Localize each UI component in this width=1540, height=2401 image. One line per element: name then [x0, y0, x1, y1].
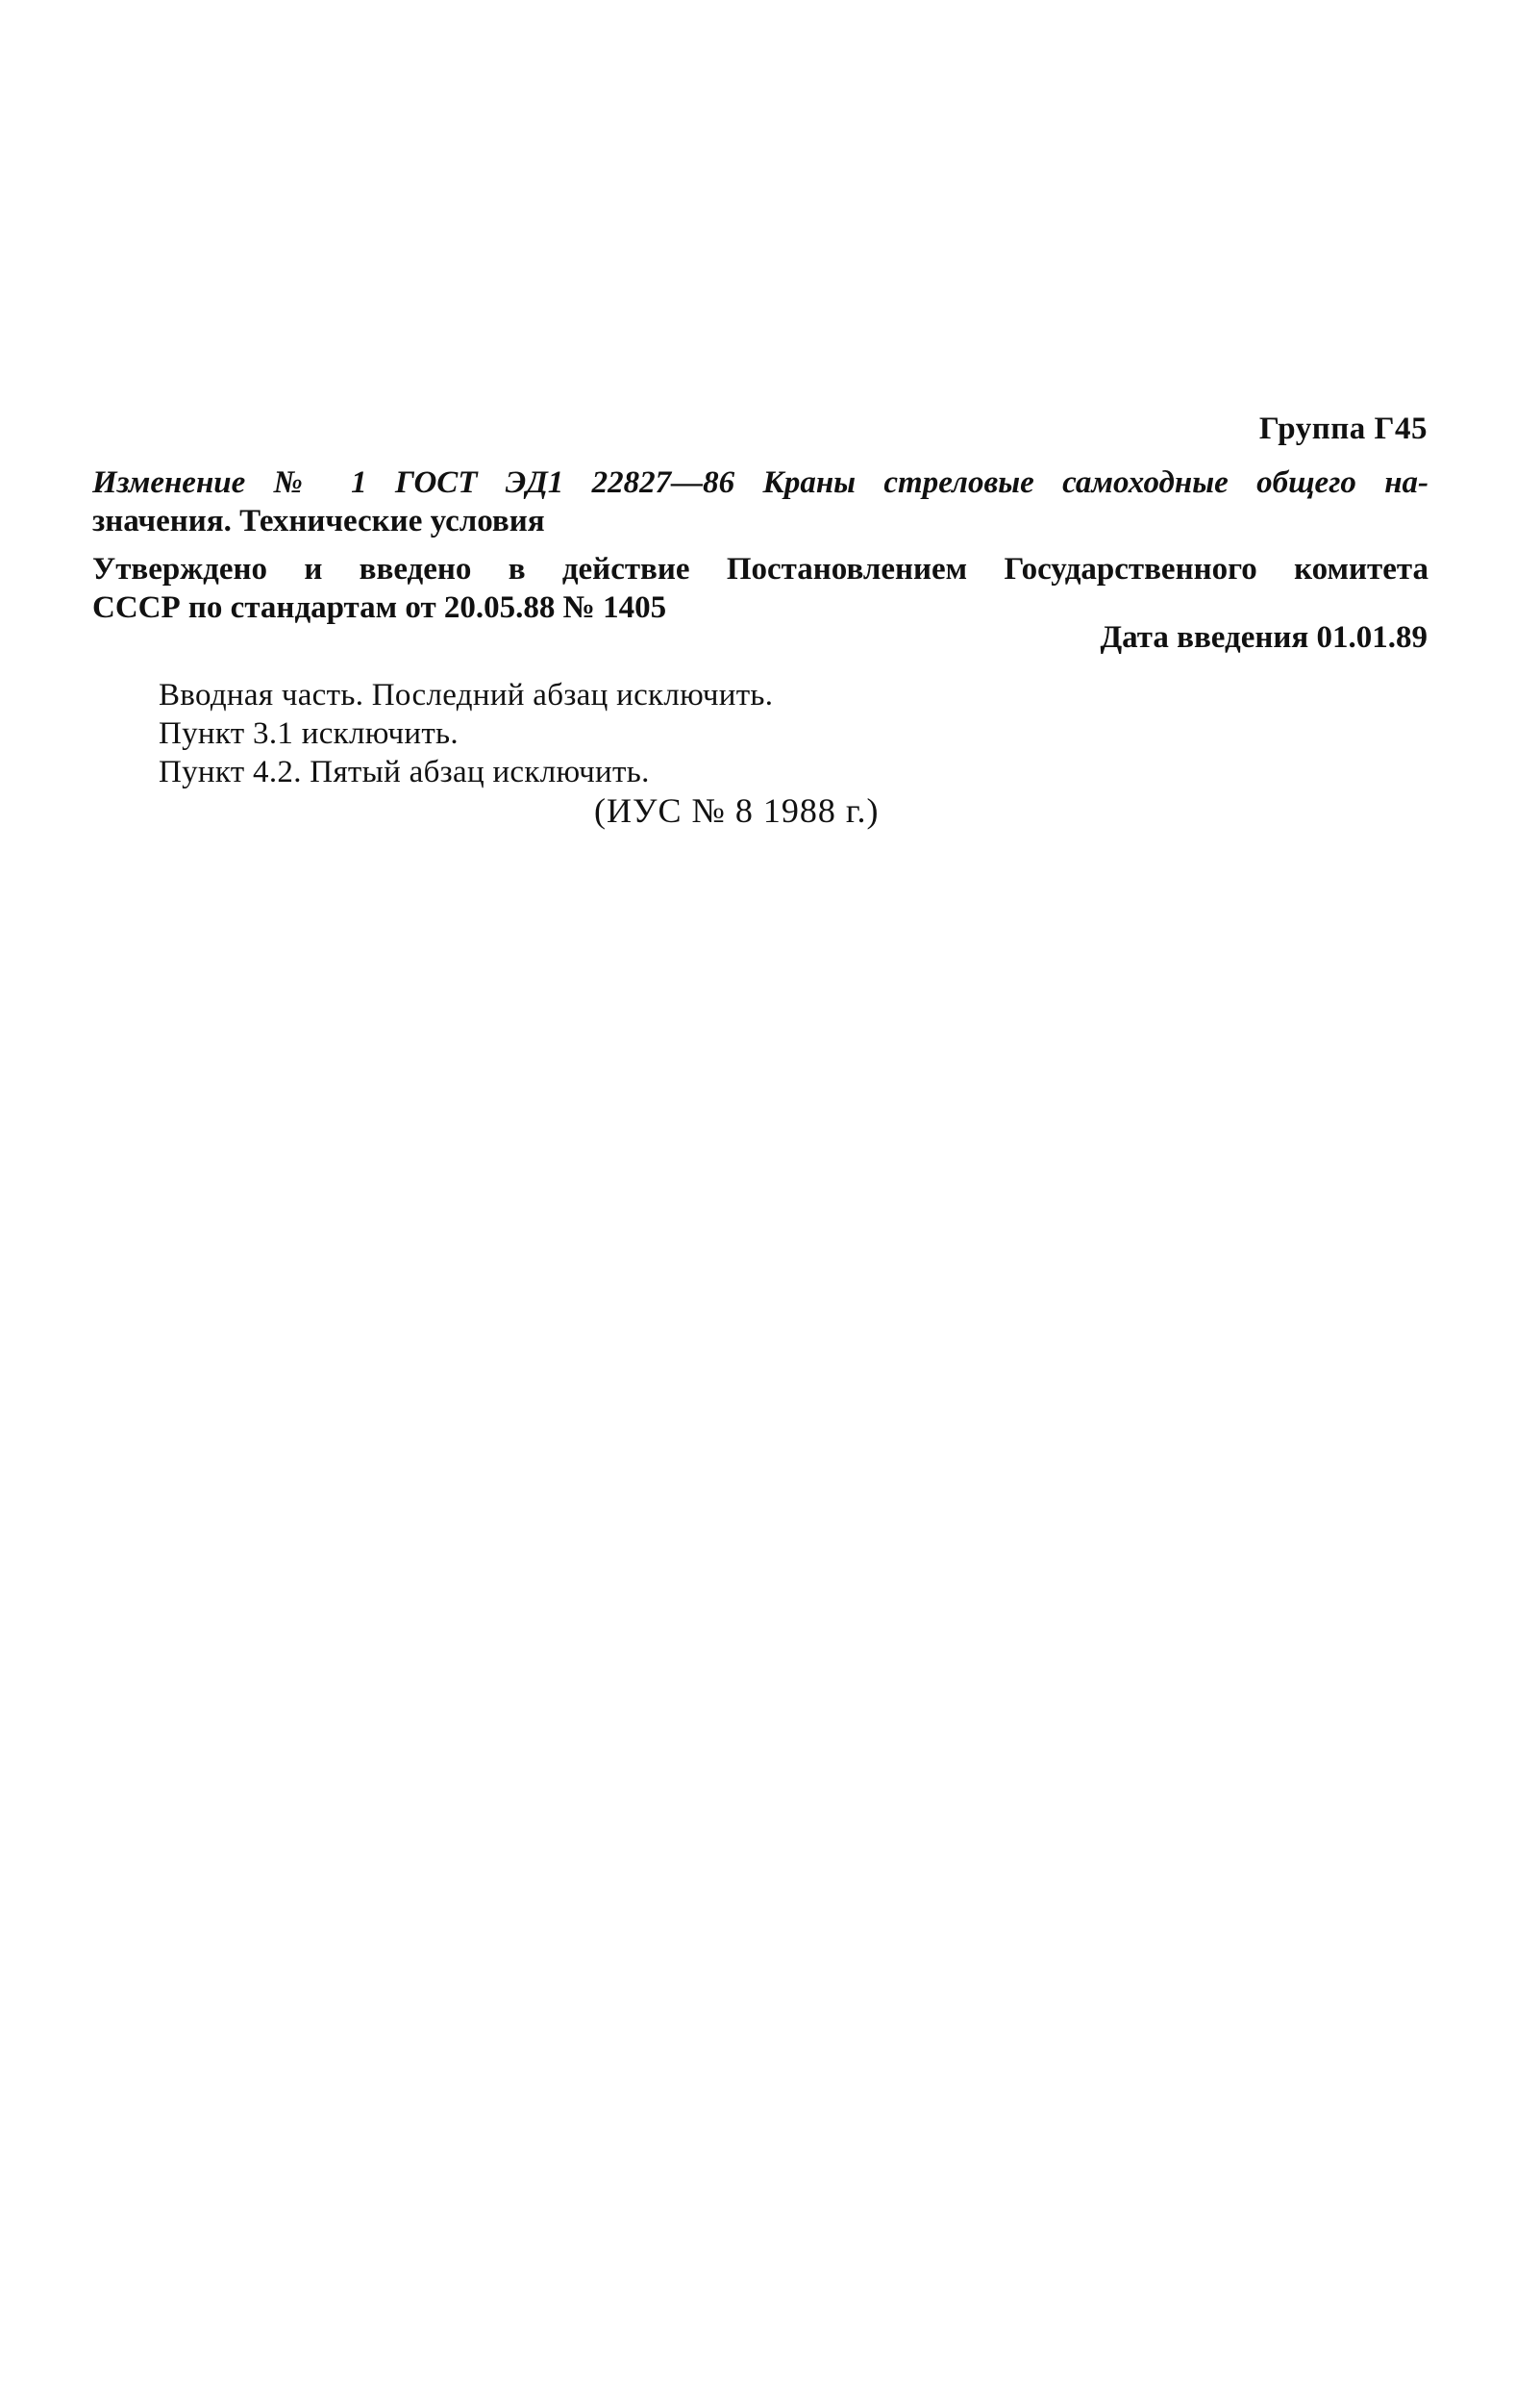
body-line-2: Пункт 3.1 исключить.: [159, 716, 459, 751]
change-header-line-1: [92, 463, 1428, 502]
introduction-date: Дата введения 01.01.89: [1100, 620, 1428, 655]
change-label: Изменение № 1 ГОСТ ЭД1 22827—86: [92, 465, 735, 500]
change-title-part-3: Технические условия: [239, 504, 545, 538]
source-reference: (ИУС № 8 1988 г.): [594, 791, 880, 830]
change-title-part-2: значения.: [92, 504, 232, 538]
approval-line-2: СССР по стандартам от 20.05.88 № 1405: [92, 590, 667, 625]
approval-line-1: Утверждено и введено в действие Постановлением Государственного комитета: [92, 552, 1428, 587]
body-line-1: Вводная часть. Последний абзац исключить.: [159, 678, 774, 713]
approval-statement: [92, 550, 1428, 627]
body-line-3: Пункт 4.2. Пятый абзац исключить.: [159, 755, 650, 789]
change-body: [159, 676, 773, 791]
change-title-part-1: Краны стреловые самоходные общего на-: [762, 465, 1429, 500]
group-code: Группа Г45: [1258, 412, 1428, 446]
change-header-line-2: [92, 502, 1428, 540]
change-header: [92, 463, 1428, 540]
